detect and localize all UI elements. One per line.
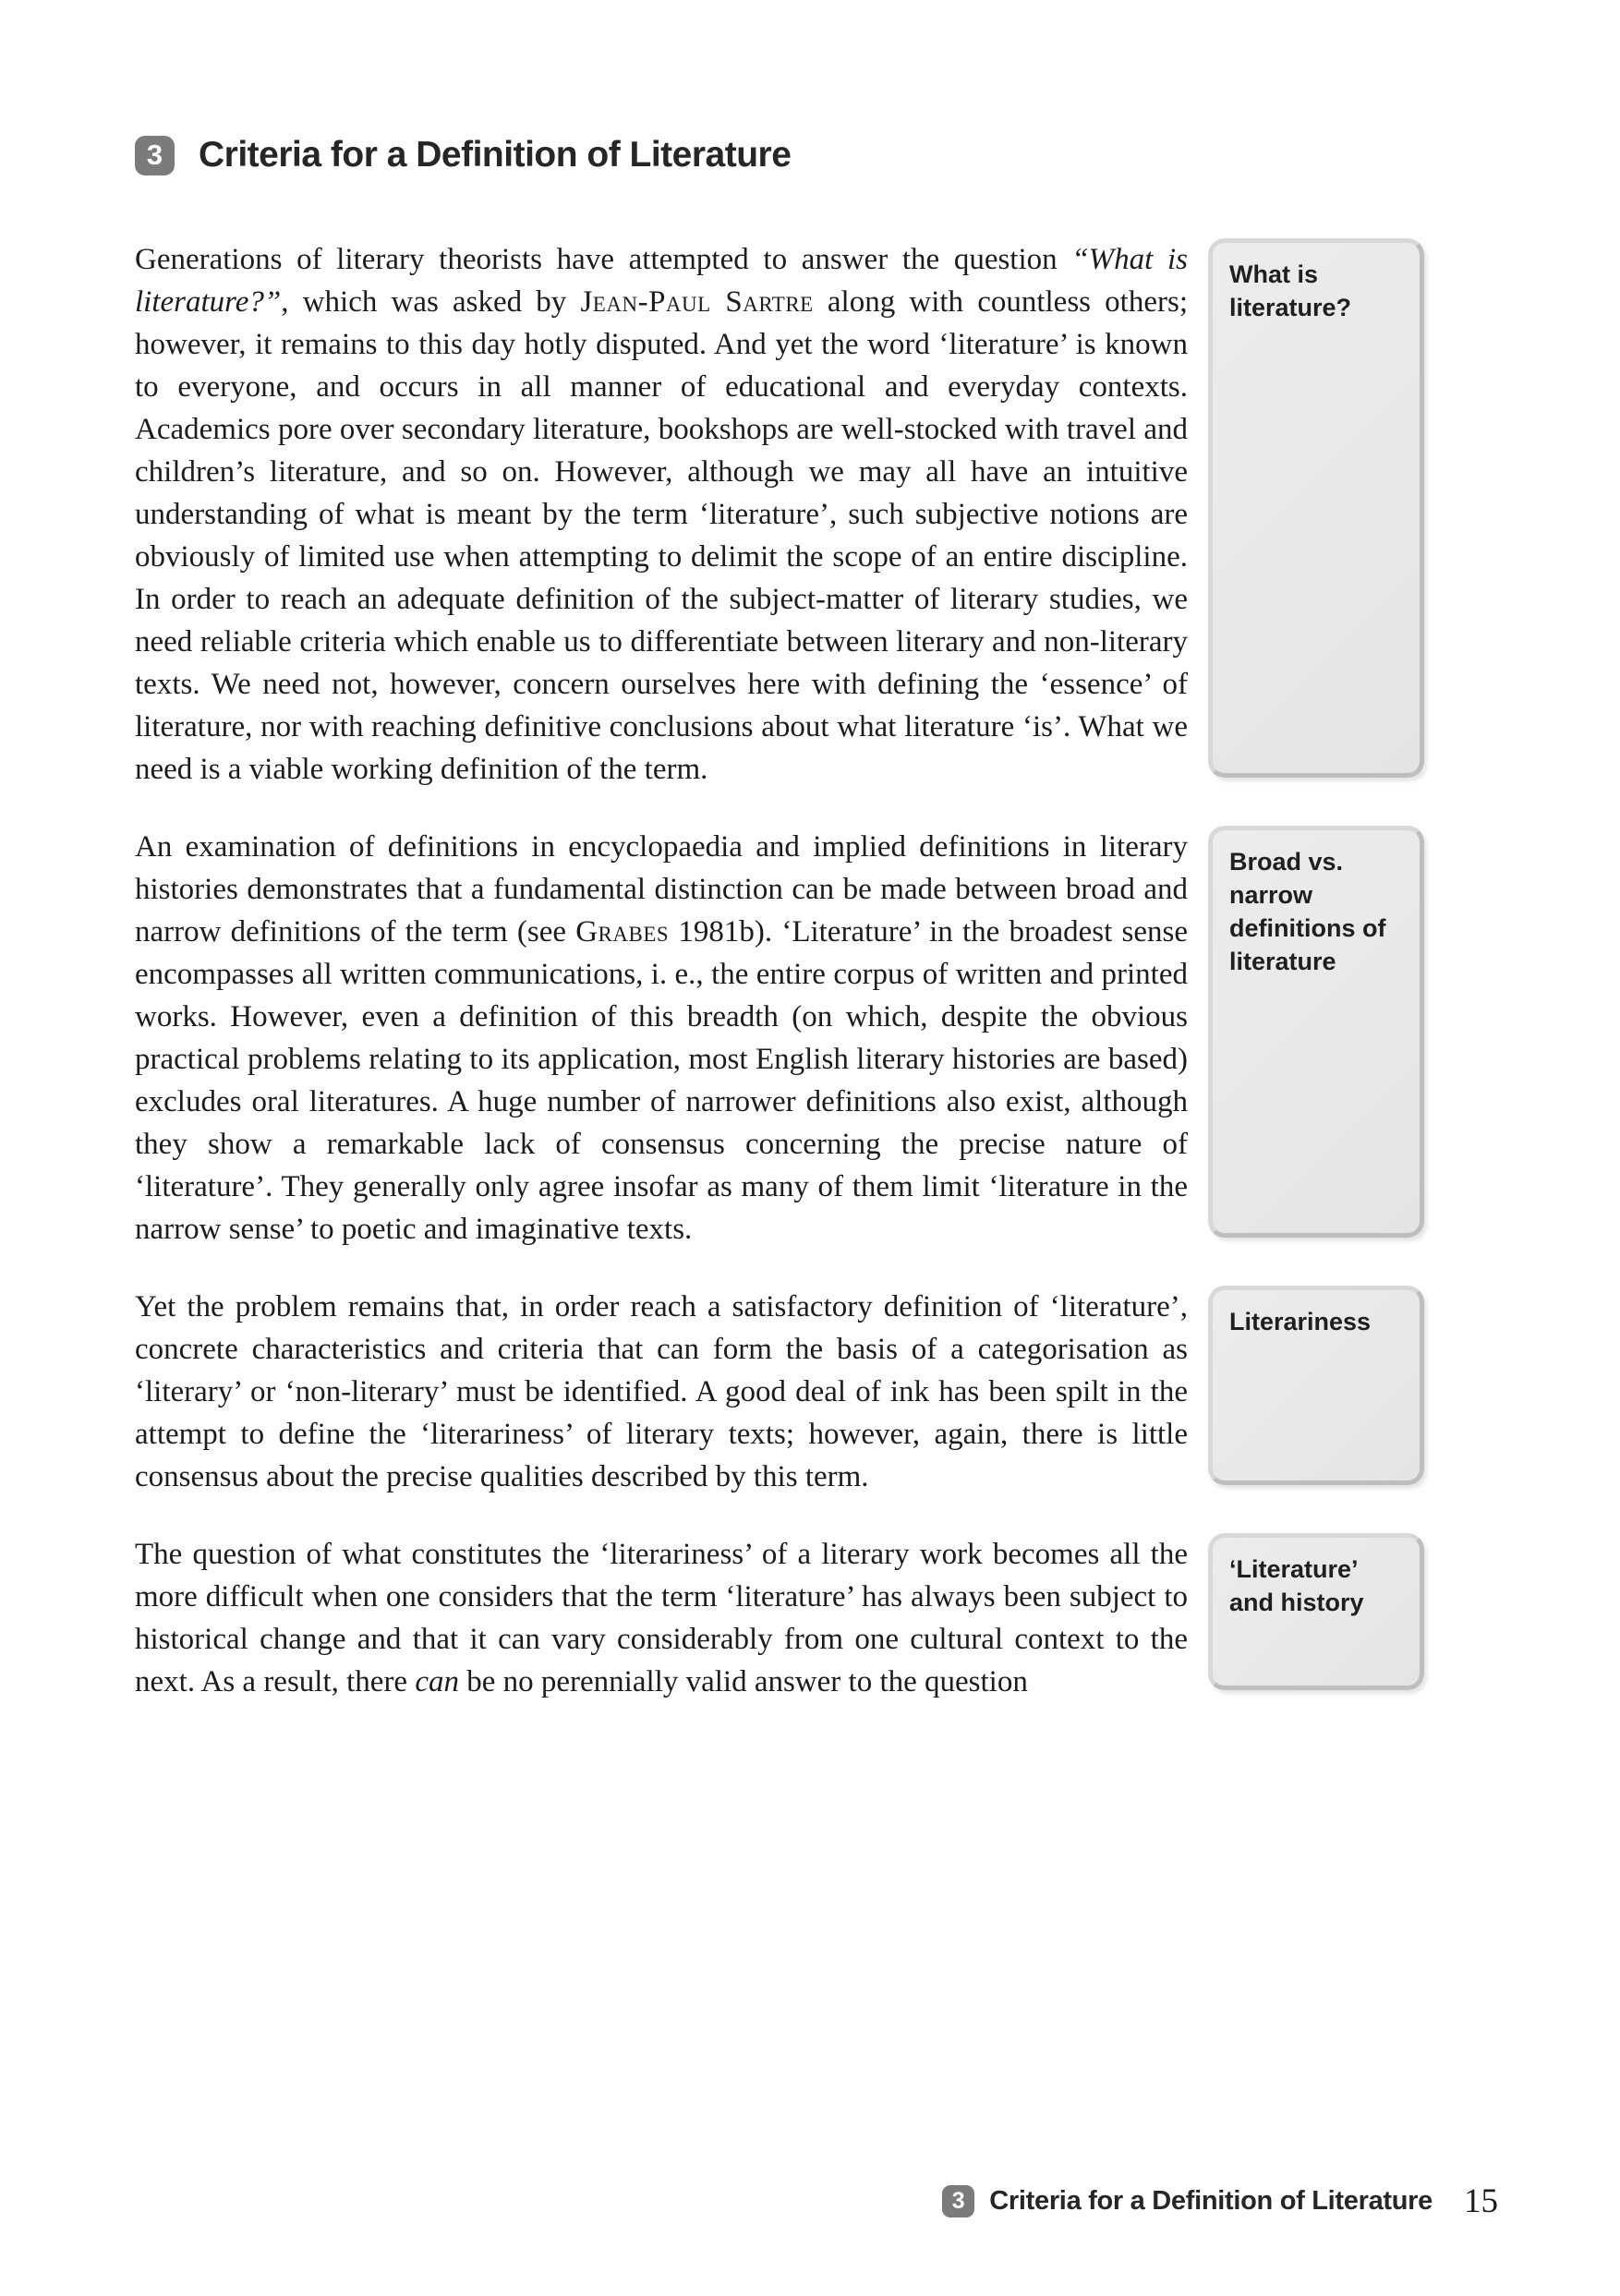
- page-footer: [942, 2181, 1498, 2221]
- section-number-badge: 3: [135, 136, 175, 175]
- margin-note-literariness: Literariness: [1208, 1286, 1424, 1485]
- margin-note-what-is-literature: What is literature?: [1208, 238, 1424, 778]
- body-paragraph-3: Yet the problem remains that, in order reach a satisfactory definition of ‘literature’, concrete characteristics and criteria that can form the basis of a categorisation as ‘literary’ or ‘non-literary’ must be identified. A good deal of ink has been spilt in the attempt to define the ‘literariness’ of literary texts; however, again, there is little consensus about the precise qualities described by this term.: [135, 1290, 1188, 1493]
- margin-note-broad-vs-narrow: Broad vs. narrow definitions of literature: [1208, 826, 1424, 1238]
- page-title: Criteria for a Definition of Literature: [199, 135, 792, 175]
- margin-note-literature-and-history: ‘Literature’ and history: [1208, 1533, 1424, 1690]
- paragraph-row-4: [135, 1533, 1424, 1703]
- section-heading: [135, 135, 791, 175]
- body-paragraph-4: The question of what constitutes the ‘literariness’ of a literary work becomes all the more difficult when one considers that the term ‘literature’ has always been subject to historical change and that it can vary considerably from one cultural context to the next. As a result, there can be no perennially valid answer to the question: [135, 1538, 1188, 1698]
- paragraph-row-1: [135, 238, 1424, 791]
- paragraph-row-3: [135, 1286, 1424, 1498]
- paragraph-row-2: [135, 826, 1424, 1251]
- page-content: [135, 238, 1424, 1703]
- footer-running-title: Criteria for a Definition of Literature: [989, 2186, 1433, 2216]
- page-number: 15: [1464, 2182, 1498, 2220]
- footer-section-badge: 3: [942, 2185, 974, 2217]
- body-paragraph-1: Generations of literary theorists have attempted to answer the question “What is literature?”, which was asked by Jean-Paul Sartre along with countless others; however, it remains to this day hotly disputed. And yet the word ‘literature’ is known to everyone, and occurs in all manner of educational and everyday contexts. Academics pore over secondary literature, bookshops are well-stocked with travel and children’s literature, and so on. However, although we may all have an intuitive understanding of what is meant by the term ‘literature’, such subjective notions are obviously of limited use when attempting to delimit the scope of an entire discipline. In order to reach an adequate definition of the subject-matter of literary studies, we need reliable criteria which enable us to differentiate between literary and non-literary texts. We need not, however, concern ourselves here with defining the ‘essence’ of literature, nor with reaching definitive conclusions about what literature ‘is’. What we need is a viable working definition of the term.: [135, 243, 1188, 786]
- body-paragraph-2: An examination of definitions in encyclopaedia and implied definitions in literary histories demonstrates that a fundamental distinction can be made between broad and narrow definitions of the term (see Grabes 1981b). ‘Literature’ in the broadest sense encompasses all written communications, i. e., the entire corpus of written and printed works. However, even a definition of this breadth (on which, despite the obvious practical problems relating to its application, most English literary histories are based) excludes oral literatures. A huge number of narrower definitions also exist, although they show a remarkable lack of consensus concerning the precise nature of ‘literature’. They generally only agree insofar as many of them limit ‘literature in the narrow sense’ to poetic and imaginative texts.: [135, 830, 1188, 1246]
